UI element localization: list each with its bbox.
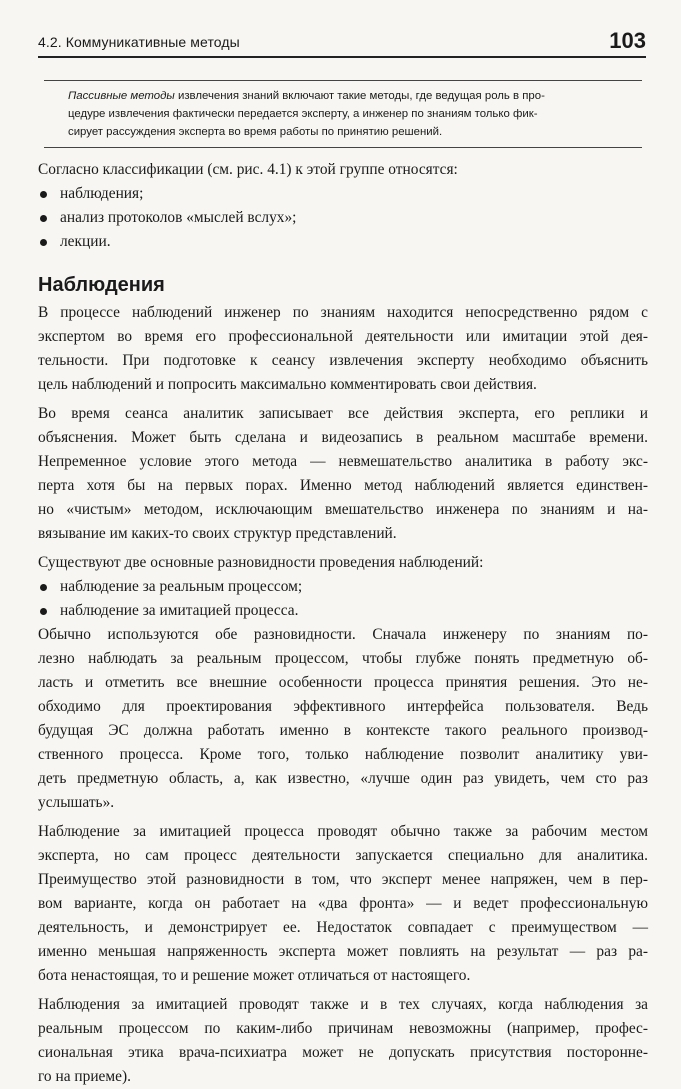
list-item: наблюдение за реальным процессом; bbox=[38, 575, 648, 599]
intro-list bbox=[38, 182, 648, 254]
intro-paragraph: Согласно классификации (см. рис. 4.1) к этой группе относятся: bbox=[38, 161, 458, 178]
text-line: Во время сеанса аналитик записывает все действия эксперта, его реплики и bbox=[38, 405, 648, 422]
section-title: Наблюдения bbox=[38, 274, 165, 296]
text-line: В процессе наблюдений инженер по знаниям находится непосредственно рядом с bbox=[38, 304, 648, 321]
text-line: ственного процесса. Кроме того, только наблюдение позволит аналитику уви- bbox=[38, 746, 648, 763]
text-line: го на приеме). bbox=[38, 1068, 131, 1085]
text-line: ласть и отметить все внешние особенности процесса принятия решения. Это не- bbox=[38, 674, 648, 691]
text-line: будущая ЭС должна работать именно в контексте такого реального производ- bbox=[38, 722, 648, 739]
list-item: анализ протоколов «мыслей вслух»; bbox=[38, 206, 648, 230]
paragraph bbox=[38, 820, 648, 988]
text-line: тельности. При подготовке к сеансу извлечения эксперту необходимо объяснить bbox=[38, 352, 648, 369]
text-line: Преимущество этой разновидности в том, что эксперт менее напряжен, чем в пер- bbox=[38, 871, 648, 888]
page-number: 103 bbox=[609, 28, 646, 53]
paragraph bbox=[38, 993, 648, 1089]
callout-line: цедуре извлечения фактически передается эксперту, а инженер по знаниям только фик- bbox=[68, 108, 538, 120]
callout-term: Пассивные методы bbox=[68, 90, 175, 102]
running-head: 4.2. Коммуникативные методы bbox=[38, 34, 240, 50]
text-line: экспертом во время его профессиональной деятельности или имитации этой дея- bbox=[38, 328, 648, 345]
text-line: цель наблюдений и попросить максимально комментировать свои действия. bbox=[38, 376, 537, 393]
text-line: вязывание им каких-то своих структур представлений. bbox=[38, 525, 397, 542]
text-line: объяснения. Может быть сделана и видеозапись в реальном масштабе времени. bbox=[38, 429, 648, 446]
text-line: бота ненастоящая, то и решение может отличаться от настоящего. bbox=[38, 967, 471, 984]
text-line: услышать». bbox=[38, 794, 115, 811]
definition-callout bbox=[44, 80, 642, 148]
paragraph bbox=[38, 402, 648, 546]
callout-text: извлечения знаний включают такие методы, где ведущая роль в про- bbox=[174, 90, 545, 102]
text-line: именно меньшая напряженность эксперта может повлиять на результат — раз ра- bbox=[38, 943, 648, 960]
text-line: но «чистым» методом, исключающим вмешательство инженера по знаниям и на- bbox=[38, 501, 648, 518]
text-line: Обычно используются обе разновидности. Сначала инженеру по знаниям по- bbox=[38, 626, 648, 643]
page-content bbox=[38, 158, 648, 1089]
paragraph bbox=[38, 623, 648, 815]
callout-line bbox=[68, 87, 642, 105]
callout-line: сирует рассуждения эксперта во время работы по принятию решений. bbox=[68, 126, 443, 138]
text-line: перта хотя бы на первых порах. Именно метод наблюдений является единствен- bbox=[38, 477, 648, 494]
text-line: лезно наблюдать за реальным процессом, чтобы глубже понять предметную об- bbox=[38, 650, 648, 667]
paragraph: Существуют две основные разновидности проведения наблюдений: bbox=[38, 554, 484, 571]
text-line: вом варианте, когда он работает на «два фронта» — и ведет профессиональную bbox=[38, 895, 648, 912]
list-item: наблюдения; bbox=[38, 182, 648, 206]
list-item: лекции. bbox=[38, 230, 648, 254]
page-header bbox=[38, 30, 646, 58]
text-line: деть предметную область, а, как известно, «лучше один раз увидеть, чем сто раз bbox=[38, 770, 648, 787]
text-line: Непременное условие этого метода — невмешательство аналитика в работу экс- bbox=[38, 453, 648, 470]
text-line: эксперта, но сам процесс деятельности запускается специально для аналитика. bbox=[38, 847, 648, 864]
paragraph bbox=[38, 301, 648, 397]
text-line: реальным процессом по каким-либо причинам невозможны (например, профес- bbox=[38, 1020, 648, 1037]
text-line: обходимо для проектирования эффективного интерфейса пользователя. Ведь bbox=[38, 698, 648, 715]
text-line: Наблюдение за имитацией процесса проводят обычно также за рабочим местом bbox=[38, 823, 648, 840]
variants-list bbox=[38, 575, 648, 623]
text-line: сиональная этика врача-психиатра может не допускать присутствия постороннe- bbox=[38, 1044, 648, 1061]
text-line: деятельность, и демонстрирует ее. Недостаток совпадает с преимуществом — bbox=[38, 919, 648, 936]
text-line: Наблюдения за имитацией проводят также и в тех случаях, когда наблюдения за bbox=[38, 996, 648, 1013]
list-item: наблюдение за имитацией процесса. bbox=[38, 599, 648, 623]
